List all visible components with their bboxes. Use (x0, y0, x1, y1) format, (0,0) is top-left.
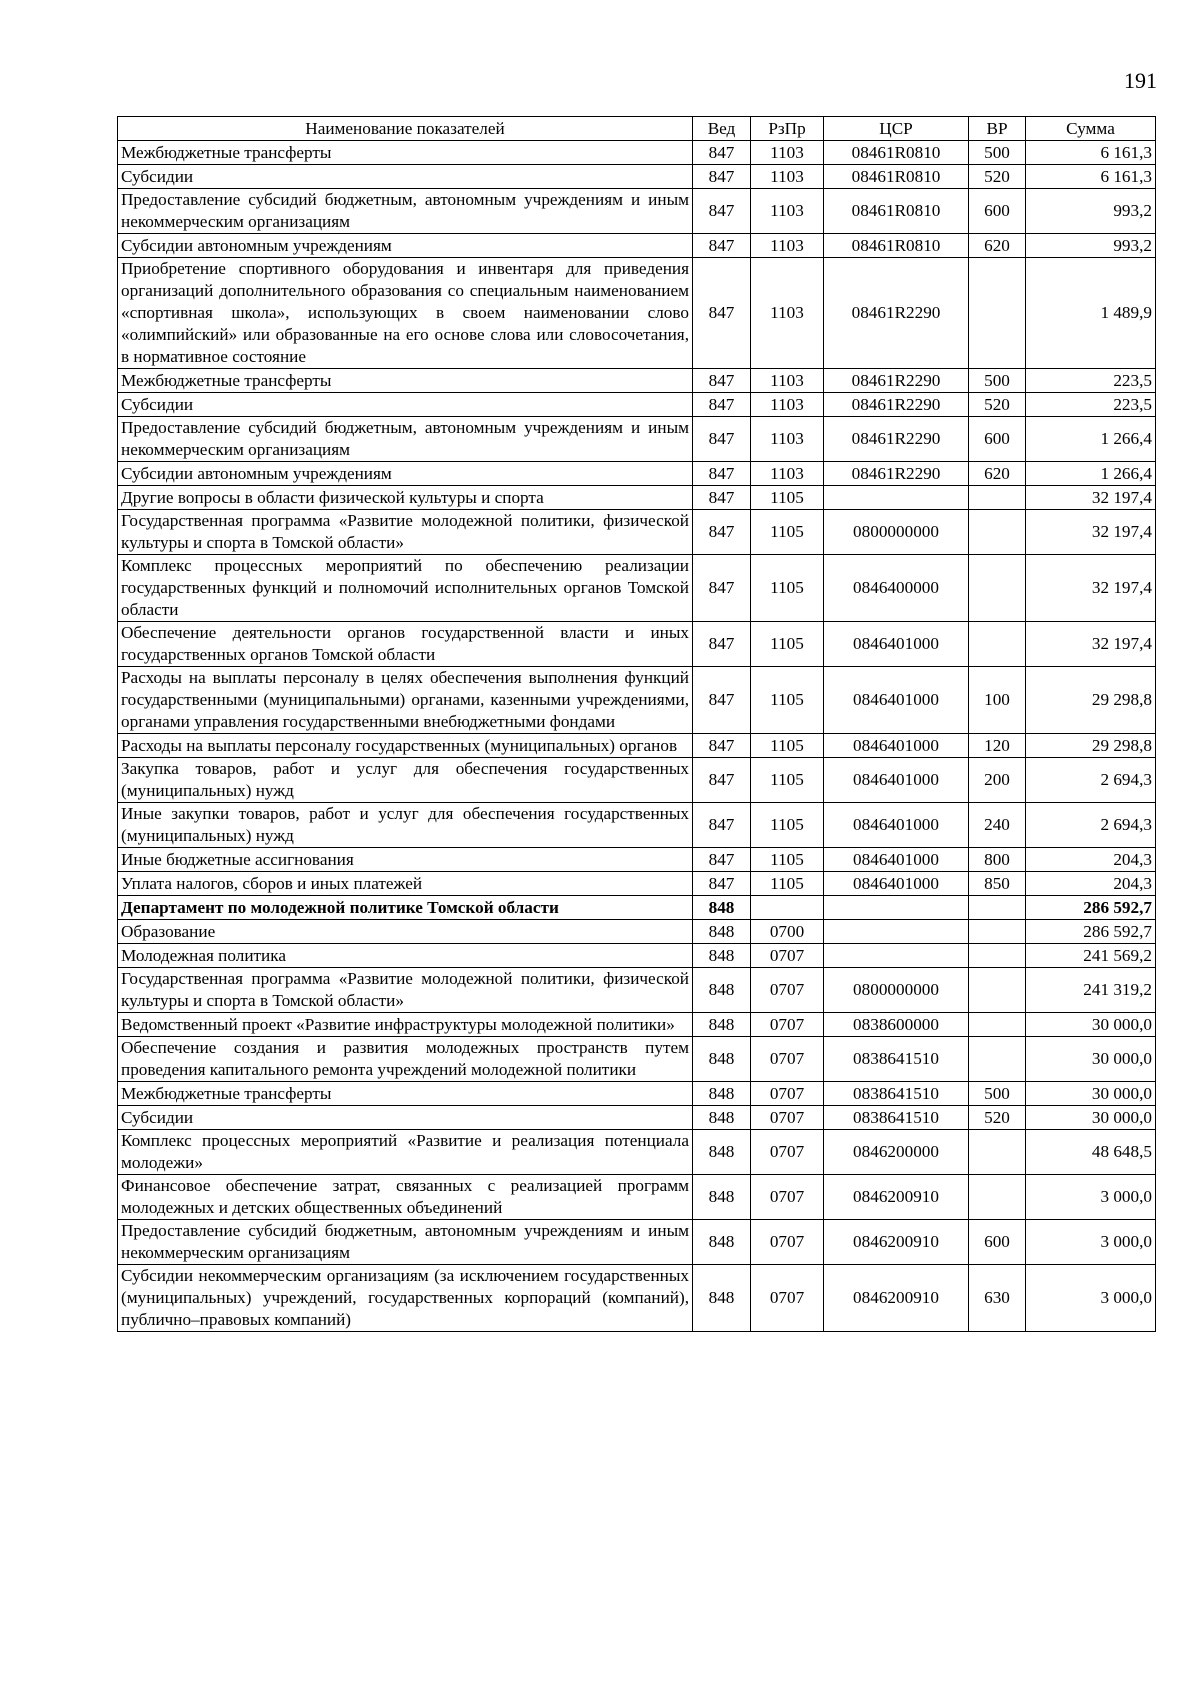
row-sum: 993,2 (1026, 234, 1156, 258)
header-vr: ВР (969, 117, 1026, 141)
row-name: Субсидии автономным учреждениям (118, 462, 693, 486)
row-rzpr: 1105 (751, 848, 824, 872)
row-ved: 848 (693, 1106, 751, 1130)
row-sum: 286 592,7 (1026, 920, 1156, 944)
row-ved: 847 (693, 734, 751, 758)
row-name: Финансовое обеспечение затрат, связанных с реализацией программ молодежных и детских общественных объединений (118, 1175, 693, 1220)
row-csr (824, 920, 969, 944)
row-csr: 08461R0810 (824, 141, 969, 165)
row-csr: 0846401000 (824, 622, 969, 667)
table-row (118, 462, 1156, 486)
row-vr (969, 1037, 1026, 1082)
table-row (118, 803, 1156, 848)
table-row (118, 486, 1156, 510)
row-vr (969, 968, 1026, 1013)
row-name: Приобретение спортивного оборудования и инвентаря для приведения организаций дополнительного образования со специальным наименованием «спортивная школа», использующих в своем наименовании слово «олимпийский» или образованные на его основе слова или словосочетания, в нормативное состояние (118, 258, 693, 369)
row-vr: 600 (969, 1220, 1026, 1265)
row-csr (824, 896, 969, 920)
header-name: Наименование показателей (118, 117, 693, 141)
row-rzpr: 0707 (751, 1037, 824, 1082)
header-sum: Сумма (1026, 117, 1156, 141)
row-rzpr: 1105 (751, 622, 824, 667)
row-sum: 48 648,5 (1026, 1130, 1156, 1175)
row-sum: 3 000,0 (1026, 1220, 1156, 1265)
table-header (118, 117, 1156, 141)
row-vr: 630 (969, 1265, 1026, 1332)
table-row (118, 1175, 1156, 1220)
row-rzpr: 1103 (751, 189, 824, 234)
row-csr: 0800000000 (824, 510, 969, 555)
row-name: Межбюджетные трансферты (118, 1082, 693, 1106)
row-ved: 847 (693, 234, 751, 258)
row-sum: 6 161,3 (1026, 141, 1156, 165)
row-vr: 850 (969, 872, 1026, 896)
row-vr (969, 622, 1026, 667)
row-vr (969, 896, 1026, 920)
row-ved: 847 (693, 393, 751, 417)
row-sum: 32 197,4 (1026, 622, 1156, 667)
row-name: Государственная программа «Развитие молодежной политики, физической культуры и спорта в Томской области» (118, 968, 693, 1013)
row-name: Обеспечение создания и развития молодежных пространств путем проведения капитального ремонта учреждений молодежной политики (118, 1037, 693, 1082)
table-row (118, 369, 1156, 393)
row-ved: 847 (693, 165, 751, 189)
row-rzpr: 1103 (751, 369, 824, 393)
row-name: Комплекс процессных мероприятий по обеспечению реализации государственных функций и полномочий исполнительных органов Томской области (118, 555, 693, 622)
row-name: Закупка товаров, работ и услуг для обеспечения государственных (муниципальных) нужд (118, 758, 693, 803)
row-ved: 847 (693, 510, 751, 555)
row-ved: 847 (693, 189, 751, 234)
row-sum: 1 266,4 (1026, 462, 1156, 486)
row-vr: 500 (969, 369, 1026, 393)
table-row (118, 896, 1156, 920)
header-rzpr: РзПр (751, 117, 824, 141)
row-rzpr: 0707 (751, 1082, 824, 1106)
row-ved: 847 (693, 555, 751, 622)
row-csr: 08461R2290 (824, 462, 969, 486)
row-name: Межбюджетные трансферты (118, 369, 693, 393)
row-csr: 0838641510 (824, 1082, 969, 1106)
row-sum: 3 000,0 (1026, 1175, 1156, 1220)
row-sum: 32 197,4 (1026, 486, 1156, 510)
row-name: Молодежная политика (118, 944, 693, 968)
row-sum: 204,3 (1026, 872, 1156, 896)
row-vr (969, 1130, 1026, 1175)
row-sum: 1 266,4 (1026, 417, 1156, 462)
row-rzpr: 1105 (751, 486, 824, 510)
row-ved: 848 (693, 896, 751, 920)
row-name: Образование (118, 920, 693, 944)
row-name: Уплата налогов, сборов и иных платежей (118, 872, 693, 896)
row-sum: 2 694,3 (1026, 758, 1156, 803)
row-rzpr: 1103 (751, 165, 824, 189)
row-csr: 0846401000 (824, 758, 969, 803)
row-vr: 600 (969, 189, 1026, 234)
table-row (118, 944, 1156, 968)
row-vr: 520 (969, 393, 1026, 417)
table-row (118, 758, 1156, 803)
row-sum: 241 569,2 (1026, 944, 1156, 968)
row-name: Ведомственный проект «Развитие инфраструктуры молодежной политики» (118, 1013, 693, 1037)
row-rzpr: 0707 (751, 968, 824, 1013)
row-name: Субсидии (118, 393, 693, 417)
row-csr: 08461R2290 (824, 258, 969, 369)
row-vr: 100 (969, 667, 1026, 734)
row-sum: 30 000,0 (1026, 1013, 1156, 1037)
row-csr: 0838600000 (824, 1013, 969, 1037)
row-vr: 240 (969, 803, 1026, 848)
row-ved: 847 (693, 872, 751, 896)
budget-table (117, 116, 1156, 1332)
row-name: Межбюджетные трансферты (118, 141, 693, 165)
row-csr: 0846401000 (824, 667, 969, 734)
header-csr: ЦСР (824, 117, 969, 141)
row-rzpr: 0707 (751, 944, 824, 968)
table-body (118, 141, 1156, 1332)
row-ved: 848 (693, 1082, 751, 1106)
row-ved: 847 (693, 369, 751, 393)
row-rzpr: 0707 (751, 1220, 824, 1265)
row-sum: 2 694,3 (1026, 803, 1156, 848)
row-sum: 993,2 (1026, 189, 1156, 234)
row-name: Расходы на выплаты персоналу государственных (муниципальных) органов (118, 734, 693, 758)
row-rzpr: 1105 (751, 667, 824, 734)
header-ved: Вед (693, 117, 751, 141)
row-csr: 0846400000 (824, 555, 969, 622)
row-rzpr: 0707 (751, 1265, 824, 1332)
row-csr: 0800000000 (824, 968, 969, 1013)
row-csr: 0846200000 (824, 1130, 969, 1175)
row-ved: 847 (693, 141, 751, 165)
row-csr: 08461R0810 (824, 165, 969, 189)
table-row (118, 417, 1156, 462)
table-row (118, 141, 1156, 165)
table-row (118, 1037, 1156, 1082)
row-name: Субсидии (118, 1106, 693, 1130)
table-row (118, 848, 1156, 872)
row-ved: 848 (693, 1175, 751, 1220)
row-rzpr: 0707 (751, 1013, 824, 1037)
row-rzpr: 1103 (751, 462, 824, 486)
row-vr (969, 1175, 1026, 1220)
row-ved: 847 (693, 258, 751, 369)
table-row (118, 968, 1156, 1013)
row-name: Предоставление субсидий бюджетным, автономным учреждениям и иным некоммерческим организациям (118, 1220, 693, 1265)
table-row (118, 555, 1156, 622)
table-row (118, 920, 1156, 944)
row-vr: 800 (969, 848, 1026, 872)
row-ved: 848 (693, 1130, 751, 1175)
table-row (118, 258, 1156, 369)
page-number: 191 (1124, 68, 1157, 93)
row-rzpr: 0707 (751, 1130, 824, 1175)
row-csr: 0846200910 (824, 1265, 969, 1332)
row-vr: 520 (969, 165, 1026, 189)
table-row (118, 667, 1156, 734)
row-vr (969, 555, 1026, 622)
row-csr: 0838641510 (824, 1037, 969, 1082)
row-rzpr: 1103 (751, 417, 824, 462)
table-row (118, 393, 1156, 417)
row-vr: 620 (969, 462, 1026, 486)
row-ved: 847 (693, 486, 751, 510)
row-csr: 08461R0810 (824, 189, 969, 234)
row-vr: 600 (969, 417, 1026, 462)
row-csr: 08461R2290 (824, 417, 969, 462)
row-ved: 848 (693, 968, 751, 1013)
row-csr: 0846401000 (824, 734, 969, 758)
row-name: Другие вопросы в области физической культуры и спорта (118, 486, 693, 510)
table-row (118, 1082, 1156, 1106)
row-name: Государственная программа «Развитие молодежной политики, физической культуры и спорта в Томской области» (118, 510, 693, 555)
row-ved: 847 (693, 622, 751, 667)
row-vr: 500 (969, 1082, 1026, 1106)
row-ved: 848 (693, 1013, 751, 1037)
row-ved: 848 (693, 1037, 751, 1082)
row-sum: 223,5 (1026, 369, 1156, 393)
row-sum: 3 000,0 (1026, 1265, 1156, 1332)
table-row (118, 234, 1156, 258)
row-vr: 620 (969, 234, 1026, 258)
row-sum: 32 197,4 (1026, 555, 1156, 622)
row-sum: 29 298,8 (1026, 667, 1156, 734)
table-row (118, 510, 1156, 555)
row-sum: 6 161,3 (1026, 165, 1156, 189)
row-ved: 848 (693, 1220, 751, 1265)
row-csr: 08461R2290 (824, 393, 969, 417)
table-row (118, 1106, 1156, 1130)
row-rzpr: 1103 (751, 234, 824, 258)
table-row (118, 1265, 1156, 1332)
row-name: Обеспечение деятельности органов государственной власти и иных государственных органов Томской области (118, 622, 693, 667)
row-rzpr: 1105 (751, 510, 824, 555)
row-csr: 0846401000 (824, 848, 969, 872)
table-row (118, 872, 1156, 896)
row-sum: 204,3 (1026, 848, 1156, 872)
row-rzpr: 1103 (751, 141, 824, 165)
row-csr: 0846401000 (824, 872, 969, 896)
row-rzpr: 0700 (751, 920, 824, 944)
row-csr: 0846401000 (824, 803, 969, 848)
row-sum: 32 197,4 (1026, 510, 1156, 555)
row-rzpr: 1105 (751, 734, 824, 758)
header-row (118, 117, 1156, 141)
row-vr (969, 920, 1026, 944)
row-ved: 848 (693, 944, 751, 968)
row-name: Субсидии (118, 165, 693, 189)
row-csr (824, 944, 969, 968)
table-row (118, 734, 1156, 758)
row-sum: 30 000,0 (1026, 1106, 1156, 1130)
row-name: Предоставление субсидий бюджетным, автономным учреждениям и иным некоммерческим организациям (118, 189, 693, 234)
row-vr (969, 258, 1026, 369)
row-sum: 29 298,8 (1026, 734, 1156, 758)
row-csr: 08461R2290 (824, 369, 969, 393)
row-vr: 500 (969, 141, 1026, 165)
row-vr (969, 1013, 1026, 1037)
row-rzpr: 1105 (751, 758, 824, 803)
row-csr: 0838641510 (824, 1106, 969, 1130)
row-vr (969, 944, 1026, 968)
row-name: Иные закупки товаров, работ и услуг для обеспечения государственных (муниципальных) нужд (118, 803, 693, 848)
row-ved: 847 (693, 848, 751, 872)
row-ved: 847 (693, 462, 751, 486)
row-vr (969, 486, 1026, 510)
row-ved: 847 (693, 417, 751, 462)
table-row (118, 1013, 1156, 1037)
row-vr: 120 (969, 734, 1026, 758)
row-sum: 286 592,7 (1026, 896, 1156, 920)
row-sum: 1 489,9 (1026, 258, 1156, 369)
row-sum: 30 000,0 (1026, 1037, 1156, 1082)
row-rzpr (751, 896, 824, 920)
row-rzpr: 0707 (751, 1106, 824, 1130)
row-sum: 30 000,0 (1026, 1082, 1156, 1106)
row-rzpr: 1103 (751, 258, 824, 369)
row-rzpr: 0707 (751, 1175, 824, 1220)
row-csr (824, 486, 969, 510)
row-name: Комплекс процессных мероприятий «Развитие и реализация потенциала молодежи» (118, 1130, 693, 1175)
row-ved: 847 (693, 667, 751, 734)
row-csr: 0846200910 (824, 1175, 969, 1220)
row-rzpr: 1105 (751, 803, 824, 848)
table-row (118, 622, 1156, 667)
row-csr: 08461R0810 (824, 234, 969, 258)
row-name: Субсидии автономным учреждениям (118, 234, 693, 258)
row-name: Субсидии некоммерческим организациям (за исключением государственных (муниципальных) учреждений, государственных корпораций (компаний), публично–правовых компаний) (118, 1265, 693, 1332)
row-sum: 241 319,2 (1026, 968, 1156, 1013)
row-rzpr: 1103 (751, 393, 824, 417)
row-vr: 520 (969, 1106, 1026, 1130)
row-vr: 200 (969, 758, 1026, 803)
row-ved: 848 (693, 920, 751, 944)
table-row (118, 1220, 1156, 1265)
row-ved: 847 (693, 758, 751, 803)
table-row (118, 1130, 1156, 1175)
row-ved: 848 (693, 1265, 751, 1332)
row-vr (969, 510, 1026, 555)
row-rzpr: 1105 (751, 555, 824, 622)
row-name: Иные бюджетные ассигнования (118, 848, 693, 872)
row-name: Предоставление субсидий бюджетным, автономным учреждениям и иным некоммерческим организациям (118, 417, 693, 462)
row-sum: 223,5 (1026, 393, 1156, 417)
table-row (118, 189, 1156, 234)
row-ved: 847 (693, 803, 751, 848)
table-row (118, 165, 1156, 189)
row-csr: 0846200910 (824, 1220, 969, 1265)
row-name: Департамент по молодежной политике Томской области (118, 896, 693, 920)
row-rzpr: 1105 (751, 872, 824, 896)
row-name: Расходы на выплаты персоналу в целях обеспечения выполнения функций государственными (муниципальными) органами, казенными учреждениями, органами управления государственными внебюджетными фондами (118, 667, 693, 734)
